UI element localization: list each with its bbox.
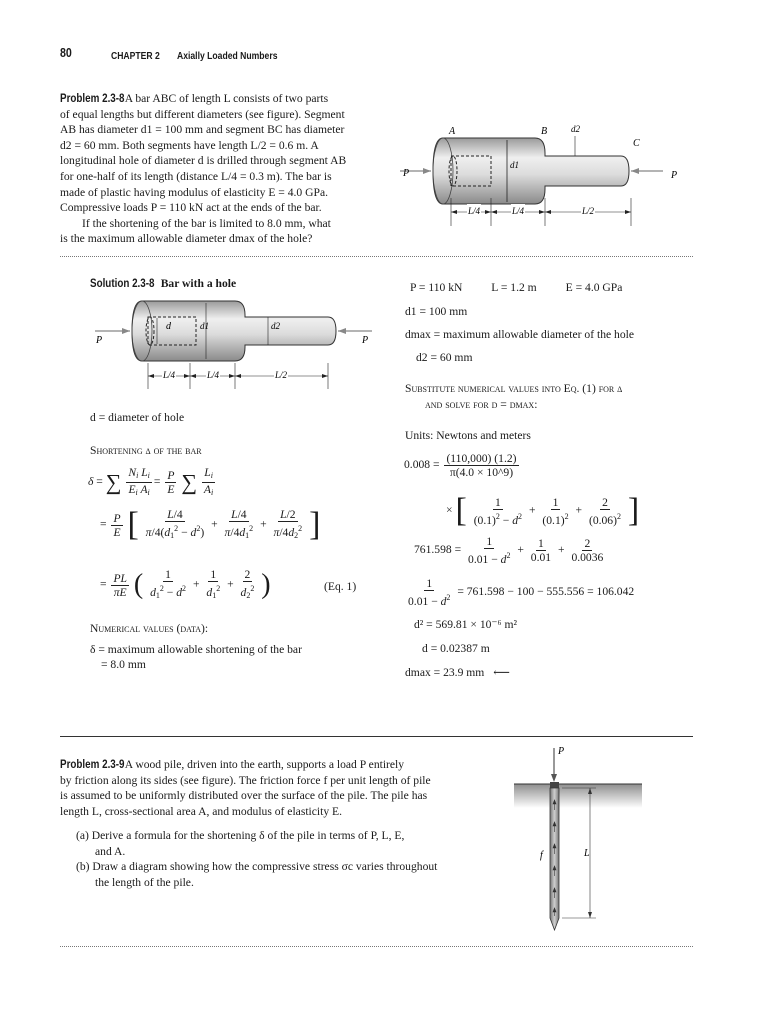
calc-lhs: 0.008 =: [404, 458, 440, 472]
statement-line: is the maximum allowable diameter dmax of the hole?: [60, 232, 313, 246]
ground: [514, 784, 642, 808]
calc-d-squared: d² = 569.81 × 10⁻⁶ m²: [414, 618, 517, 631]
statement-line: If the shortening of the bar is limited to 8.0 mm, what: [82, 216, 331, 230]
label-b: B: [541, 126, 548, 137]
label-a: A: [449, 126, 456, 137]
dmax-result: dmax = 23.9 mm: [405, 666, 485, 679]
numerical-heading: Numerical values (data):: [90, 622, 209, 635]
given-d1: d1 = 100 mm: [405, 305, 468, 318]
part-b: [76, 859, 437, 890]
dmax-definition: dmax = maximum allowable diameter of the hole: [405, 328, 635, 341]
statement-line: for one-half of its length (distance L/4 = 0.3 m). The bar is: [60, 169, 332, 183]
calc-num: (110,000) (1.2): [446, 452, 517, 465]
dim-l2: L/2: [274, 370, 288, 380]
bar-body: [433, 138, 629, 204]
calc-d: d = 0.02387 m: [422, 642, 490, 655]
section-divider: [60, 256, 693, 257]
given-p: P = 110 kN: [410, 281, 463, 294]
given-l: L = 1.2 m: [491, 281, 537, 294]
shortening-equation: δ = ∑ $\frac{N_i L_i}{E_i A_i}$ = $\frac{P}{E}$ ∑ $\frac{L_i}{A_i}$: [88, 466, 214, 497]
statement-line: by friction along its sides (see figure). The friction force f per unit length of pile: [60, 773, 431, 787]
label-p: P: [558, 746, 565, 757]
calc-line-4: $\frac{1}{0.01 - d^2}$ = 761.598 − 100 − 555.556 = 106.042: [408, 577, 635, 608]
statement-line: is assumed to be uniformly distributed over the surface of the pile. The pile has: [60, 789, 428, 803]
pile-figure: [510, 742, 650, 934]
label-d1: d1: [510, 160, 519, 170]
label-p-left: P: [96, 335, 103, 346]
label-d2: d2: [571, 124, 580, 134]
calc-line-1: [404, 452, 521, 479]
bar-hole-figure: [90, 293, 380, 393]
label-d2: d2: [271, 321, 280, 331]
statement-line: longitudinal hole of diameter d is drilled through segment AB: [60, 154, 347, 168]
problem-2-3-8: [60, 91, 380, 247]
statement-line: length L, cross-sectional area A, and modulus of elasticity E.: [60, 804, 343, 818]
solution-heading: [90, 274, 236, 292]
statement-line: A wood pile, driven into the earth, supports a load P entirely: [124, 758, 405, 771]
given-e: E = 4.0 GPa: [565, 281, 623, 294]
delta-value: = 8.0 mm: [101, 658, 146, 671]
delta-definition: δ = maximum allowable shortening of the bar: [90, 643, 302, 656]
statement-line: AB has diameter d1 = 100 mm and segment BC has diameter: [60, 123, 345, 137]
result-arrow-icon: ⟵: [493, 666, 510, 679]
problem-label: Problem 2.3-8: [60, 91, 125, 105]
eq1-final: = $\frac{PL}{\pi E}$ ( $\frac{1}{d_1^2 - d^2}$ + $\frac{1}{d_1^2}$ + $\frac{2}{d_2^2}$ ): [100, 568, 271, 600]
bar-abc-figure: [395, 118, 695, 233]
given-values: [410, 280, 622, 296]
given-d2: d2 = 60 mm: [416, 351, 473, 364]
statement-line: A bar ABC of length L consists of two parts: [124, 92, 329, 105]
label-p-right: P: [362, 335, 369, 346]
dim-l2: L/2: [581, 206, 595, 216]
solution-label: Solution 2.3-8: [90, 276, 155, 290]
dim-l4: L/4: [467, 206, 481, 216]
part-b-line: the length of the pile.: [95, 875, 194, 889]
statement-line: Compressive loads P = 110 kN act at the ends of the bar.: [60, 201, 322, 215]
label-f: f: [540, 850, 543, 861]
calc-result: = 761.598 − 100 − 555.556 = 106.042: [457, 585, 635, 599]
dim-l4: L/4: [206, 370, 220, 380]
label-p-left: P: [403, 168, 410, 179]
problem-2-3-9: [60, 757, 480, 819]
problem-label: Problem 2.3-9: [60, 757, 125, 771]
chapter-number: CHAPTER 2: [111, 50, 160, 62]
calc-line-2: × [ $\frac{1}{(0.1)^2 - d^2}$ + $\frac{1}{(0.1)^2}$ + $\frac{2}{(0.06)^2}$ ]: [446, 492, 640, 529]
calc-den: π(4.0 × 10^9): [449, 466, 514, 479]
part-a: [76, 828, 404, 859]
statement-line: made of plastic having modulus of elasticity E = 4.0 GPa.: [60, 185, 328, 199]
shortening-expansion: = $\frac{P}{E}$ [ $\frac{L/4}{\pi/4(d_1^2 - d^2)}$ + $\frac{L/4}{\pi/4d_1^2}$ + $\frac{L/2}{\pi/4d_2^2}$ ]: [100, 506, 321, 543]
label-p-right: P: [671, 170, 678, 181]
page-number: 80: [60, 45, 72, 60]
chapter-heading: [111, 46, 299, 64]
statement-line: of equal lengths but different diameters (see figure). Segment: [60, 107, 345, 121]
dim-l4: L/4: [162, 370, 176, 380]
label-l: L: [584, 848, 590, 859]
statement-line: d2 = 60 mm. Both segments have length L/2 = 0.6 m. A: [60, 138, 319, 152]
part-a-line: and A.: [95, 844, 126, 858]
shortening-heading: Shortening δ of the bar: [90, 444, 202, 457]
substitute-heading: Substitute numerical values into Eq. (1) for δ: [405, 382, 623, 395]
chapter-title: Axially Loaded Numbers: [176, 50, 278, 62]
dim-l4: L/4: [511, 206, 525, 216]
calc-line-3: 761.598 = $\frac{1}{0.01 - d^2}$ + $\frac{1}{0.01}$ + $\frac{2}{0.0036}$: [414, 535, 604, 566]
label-d1: d1: [200, 321, 209, 331]
label-d: d: [166, 321, 171, 332]
solution-title: Bar with a hole: [160, 277, 237, 290]
units-line: Units: Newtons and meters: [405, 429, 531, 442]
calc-dmax: [405, 665, 510, 681]
calc-lhs-2: 761.598 =: [414, 543, 462, 557]
part-b-line: (b) Draw a diagram showing how the compressive stress σc varies throughout: [76, 860, 438, 873]
substitute-heading-2: and solve for d = dmax:: [425, 398, 538, 411]
part-a-line: (a) Derive a formula for the shortening δ of the pile in terms of P, L, E,: [76, 829, 405, 842]
page-header: [60, 44, 74, 62]
label-c: C: [633, 138, 640, 149]
hole-definition: d = diameter of hole: [90, 411, 185, 424]
eq1-label: (Eq. 1): [324, 580, 357, 593]
section-divider: [60, 736, 693, 737]
section-divider: [60, 946, 693, 947]
